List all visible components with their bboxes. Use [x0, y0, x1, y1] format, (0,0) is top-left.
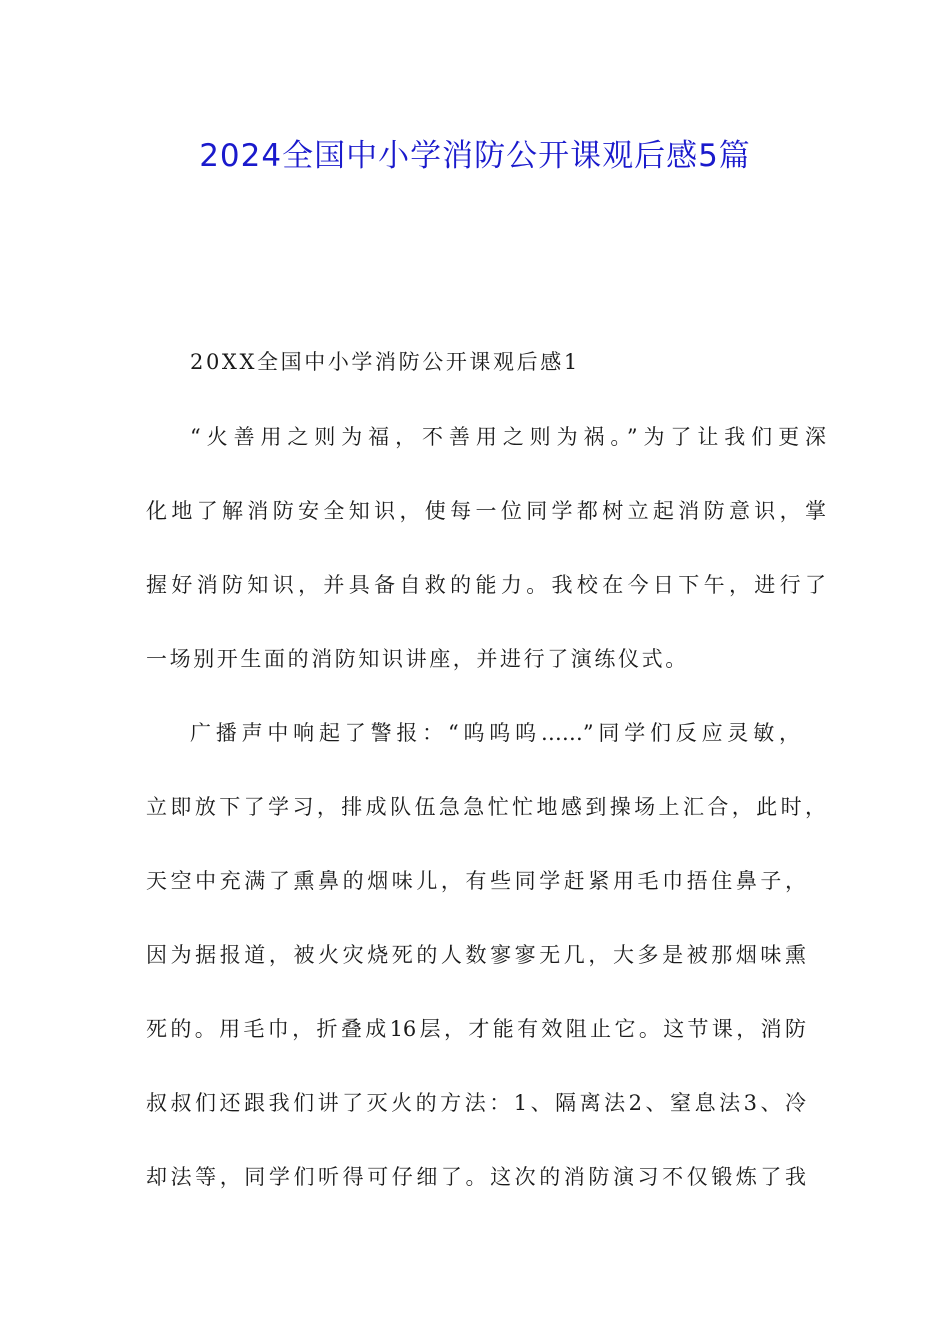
paragraph-line: 立即放下了学习，排成队伍急急忙忙地感到操场上汇合，此时， — [146, 795, 826, 819]
document-title: 2024全国中小学消防公开课观后感5篇 — [199, 138, 751, 174]
paragraph-line: 却法等，同学们听得可仔细了。这次的消防演习不仅锻炼了我 — [146, 1165, 806, 1189]
paragraph-line: “火善用之则为福，不善用之则为祸。”为了让我们更深 — [190, 425, 826, 449]
paragraph-line: 因为据报道，被火灾烧死的人数寥寥无几，大多是被那烟味熏 — [146, 943, 806, 967]
paragraph-line: 化地了解消防安全知识，使每一位同学都树立起消防意识，掌 — [146, 499, 826, 523]
paragraph-line: 天空中充满了熏鼻的烟味儿，有些同学赶紧用毛巾捂住鼻子， — [146, 869, 806, 893]
section-heading: 20XX全国中小学消防公开课观后感1 — [190, 350, 580, 374]
paragraph-line: 死的。用毛巾，折叠成16层，才能有效阻止它。这节课，消防 — [146, 1017, 806, 1041]
paragraph-line: 叔叔们还跟我们讲了灭火的方法：1、隔离法2、窒息法3、冷 — [146, 1091, 806, 1115]
paragraph-line: 握好消防知识，并具备自救的能力。我校在今日下午，进行了 — [146, 573, 826, 597]
paragraph-line: 广播声中响起了警报：“呜呜呜……”同学们反应灵敏， — [190, 721, 800, 745]
paragraph-line: 一场别开生面的消防知识讲座，并进行了演练仪式。 — [146, 647, 689, 671]
